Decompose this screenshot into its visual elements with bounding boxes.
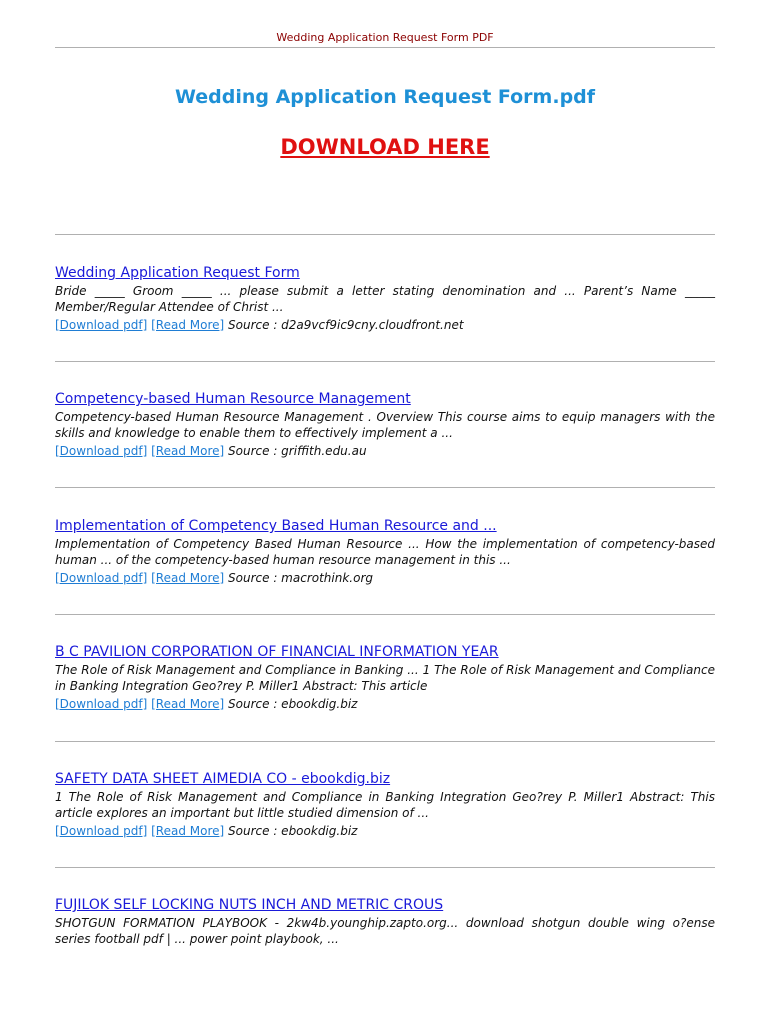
download-pdf-link[interactable]: [Download pdf] xyxy=(55,697,148,711)
result-source: Source : griffith.edu.au xyxy=(228,444,367,458)
result-source: Source : ebookdig.biz xyxy=(228,824,358,838)
result-item xyxy=(55,517,715,586)
result-links xyxy=(55,570,715,586)
download-pdf-link[interactable]: [Download pdf] xyxy=(55,571,148,585)
result-title-link[interactable]: B C PAVILION CORPORATION OF FINANCIAL INFORMATION YEAR xyxy=(55,644,499,660)
result-divider xyxy=(55,741,715,742)
result-description: Implementation of Competency Based Human Resource ... How the implementation of competency-based human ... of the competency-based human resource management in this ... xyxy=(55,537,715,567)
download-pdf-link[interactable]: [Download pdf] xyxy=(55,824,148,838)
download-pdf-link[interactable]: [Download pdf] xyxy=(55,318,148,332)
result-divider xyxy=(55,614,715,615)
result-source: Source : ebookdig.biz xyxy=(228,697,358,711)
result-links xyxy=(55,443,715,459)
result-title-link[interactable]: Wedding Application Request Form xyxy=(55,265,300,281)
result-source: Source : d2a9vcf9ic9cny.cloudfront.net xyxy=(228,318,464,332)
result-description: Bride _____ Groom _____ ... please submit a letter stating denomination and ... Parent’s Name _____ Member/Regular Attendee of Christ ... xyxy=(55,284,715,314)
result-item xyxy=(55,390,715,459)
result-title-link[interactable]: Competency-based Human Resource Management xyxy=(55,391,411,407)
download-here-link[interactable]: DOWNLOAD HERE xyxy=(280,135,490,159)
result-divider xyxy=(55,487,715,488)
result-description: 1 The Role of Risk Management and Compliance in Banking Integration Geo?rey P. Miller1 Abstract: This article explores an important but little studied dimension of ... xyxy=(55,790,715,820)
read-more-link[interactable]: [Read More] xyxy=(151,318,225,332)
result-item xyxy=(55,896,715,947)
result-title-link[interactable]: SAFETY DATA SHEET AIMEDIA CO - ebookdig.biz xyxy=(55,771,391,787)
download-pdf-link[interactable]: [Download pdf] xyxy=(55,444,148,458)
section-divider xyxy=(55,234,715,235)
result-links xyxy=(55,696,715,712)
read-more-link[interactable]: [Read More] xyxy=(151,444,225,458)
result-item xyxy=(55,264,715,333)
result-title-link[interactable]: FUJILOK SELF LOCKING NUTS INCH AND METRIC CROUS xyxy=(55,897,444,913)
result-description: Competency-based Human Resource Management . Overview This course aims to equip managers with the skills and knowledge to enable them to effectively implement a ... xyxy=(55,410,715,440)
result-item xyxy=(55,643,715,712)
read-more-link[interactable]: [Read More] xyxy=(151,824,225,838)
result-item xyxy=(55,770,715,839)
result-description: The Role of Risk Management and Compliance in Banking ... 1 The Role of Risk Management and Compliance in Banking Integration Geo?rey P. Miller1 Abstract: This article xyxy=(55,663,715,693)
result-links xyxy=(55,317,715,333)
document-title: Wedding Application Request Form.pdf xyxy=(174,86,596,108)
read-more-link[interactable]: [Read More] xyxy=(151,571,225,585)
page-header: Wedding Application Request Form PDF xyxy=(276,31,494,44)
result-title-link[interactable]: Implementation of Competency Based Human Resource and ... xyxy=(55,518,497,534)
result-links xyxy=(55,823,715,839)
read-more-link[interactable]: [Read More] xyxy=(151,697,225,711)
result-divider xyxy=(55,361,715,362)
result-description: SHOTGUN FORMATION PLAYBOOK - 2kw4b.younghip.zapto.org... download shotgun double wing o?ense series football pdf | ... power point playbook, ... xyxy=(55,916,715,946)
header-divider xyxy=(55,47,715,48)
result-divider xyxy=(55,867,715,868)
result-source: Source : macrothink.org xyxy=(228,571,374,585)
